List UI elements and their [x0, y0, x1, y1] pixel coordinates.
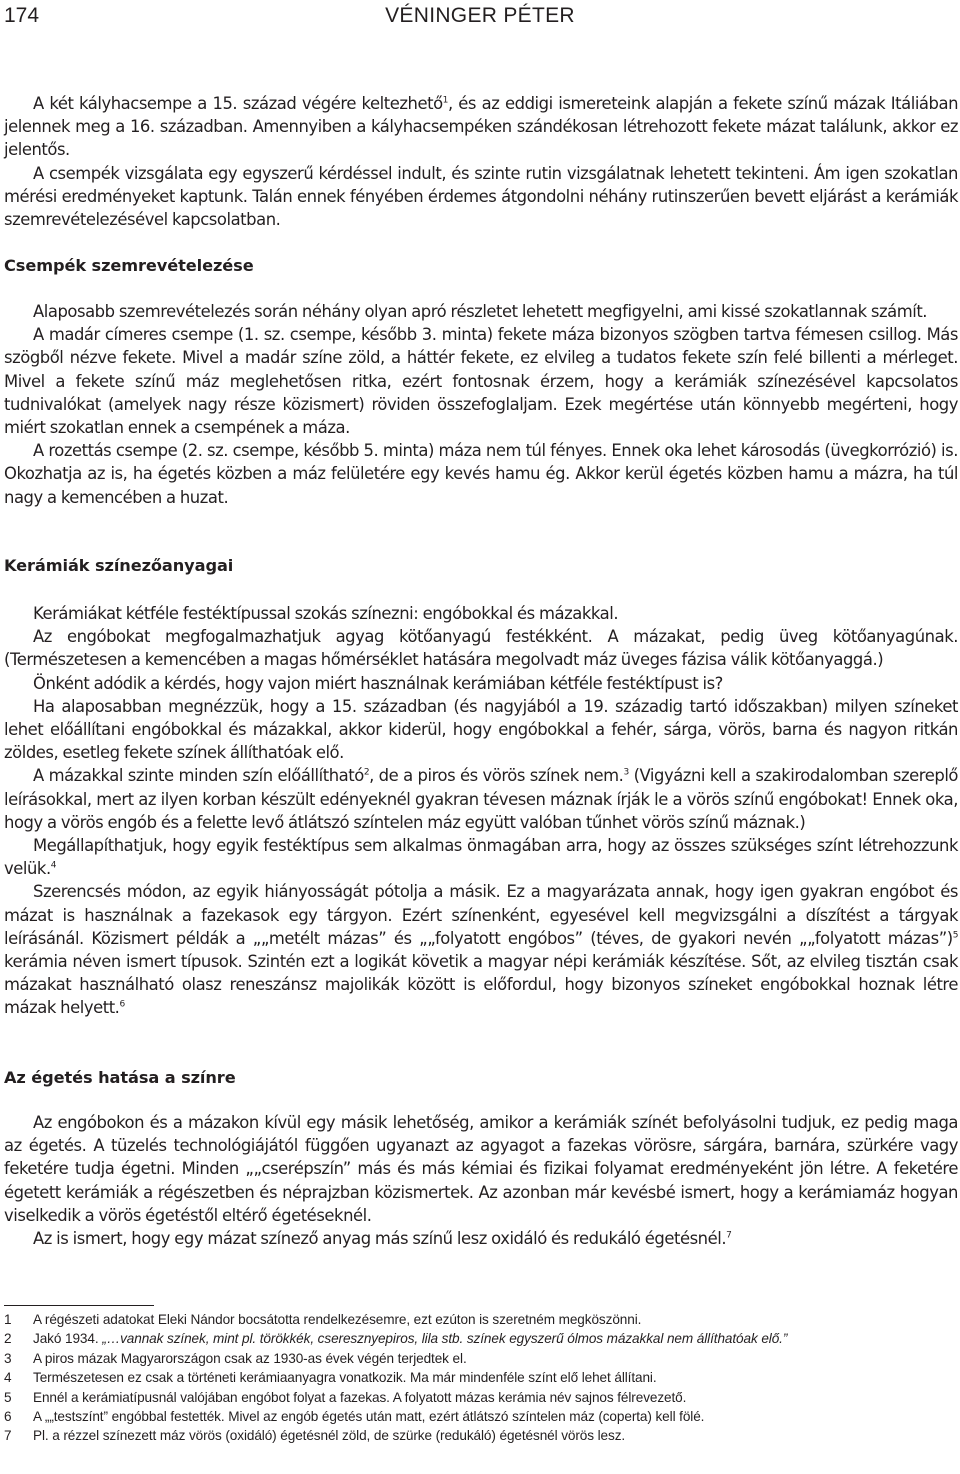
footnote-ref[interactable]: 2 — [363, 767, 370, 778]
footnote-ref[interactable]: 5 — [952, 930, 958, 941]
section-heading: Csempék szemrevételezése — [4, 256, 254, 275]
footnote-number: 5 — [4, 1389, 12, 1405]
footnote-number: 7 — [4, 1428, 12, 1444]
footnotes — [4, 1310, 958, 1446]
section-text — [4, 602, 958, 1020]
running-header-author: VÉNINGER PÉTER — [385, 4, 575, 27]
footnote-ref[interactable]: 6 — [119, 999, 125, 1010]
footnote-number: 2 — [4, 1331, 12, 1347]
footnote: 6 A „„testszínt” engóbbal festették. Mivel az engób égetés után matt, ezért átlátszó színtelen máz (coperta) kell fölé. — [4, 1407, 958, 1426]
footnote-number: 3 — [4, 1350, 12, 1366]
footnote: 7 Pl. a rézzel színezett máz vörös (oxidáló) égetésnél zöld, de szürke (redukáló) égetésnél vörös lesz. — [4, 1426, 958, 1445]
paragraph: Az engóbokat megfogalmazhatjuk agyag kötőanyagú festékként. A mázakat, pedig üveg kötőanyagúnak. (Természetesen a kemencében a magas hőmérséklet hatására megolvadt máz üveges fázisa válik kötőanyaggá.) — [4, 627, 958, 670]
footnote: 4 Természetesen ez csak a történeti kerámiaanyagra vonatkozik. Ma már mindenféle színt elő lehet állítani. — [4, 1368, 958, 1387]
footnote-ref[interactable]: 3 — [623, 767, 629, 778]
paragraph: Kerámiákat kétféle festéktípussal szokás színezni: engóbokkal és mázakkal. — [33, 604, 619, 623]
intro-text — [4, 92, 958, 231]
paragraph: Önként adódik a kérdés, hogy vajon miért használnak kerámiában kétféle festéktípust is? — [33, 673, 723, 693]
paragraph: Ha alaposabban megnézzük, hogy a 15. században (és nagyjából a 19. századig tartó időszakban) milyen színeket lehet előállítani engóbokkal és mázakkal, akkor kiderül, hogy engóbokkal a fehér, sárga, vörös, barna és nagyon ritkán zöldes, esetleg fekete színek állíthatóak elő. — [4, 696, 958, 763]
paragraph: A rozettás csempe (2. sz. csempe, később 5. minta) máza nem túl fényes. Ennek oka lehet károsodás (üvegkorrózió) is. Okozhatja az is, ha égetés közben a máz felületére egy kevés hamu ég. Akkor kerül égetés közben hamu a mázra, ha túl nagy a kemencében a huzat. — [4, 441, 958, 507]
footnote-ref[interactable]: 4 — [50, 860, 57, 871]
footnote-number: 1 — [4, 1312, 12, 1327]
section-heading: Kerámiák színezőanyagai — [4, 556, 234, 575]
footnote-ref[interactable]: 1 — [442, 95, 448, 106]
section-text — [4, 1111, 958, 1250]
paragraph: Megállapíthatjuk, hogy egyik festéktípus sem alkalmas önmagában arra, hogy az összes szükséges színt létrehozzunk velük.$^4$ — [4, 836, 958, 879]
paragraph: Az is ismert, hogy egy mázat színező anyag más színű lesz oxidáló és redukáló égetésnél.$^7$ — [33, 1229, 732, 1249]
section-text — [4, 300, 958, 509]
paragraph: A madár címeres csempe (1. sz. csempe, később 3. minta) fekete máza bizonyos szögben tartva fémesen csillog. Más szögből nézve fekete. Mivel a madár színe zöld, a háttér fekete, ez elvileg a tudatos fekete szín felé billenti a mérleget. Mivel a fekete színű máz meglehetősen ritka, ezért fontosnak érzem, hogy a kerámiák színezésével kapcsolatos tudnivalókat (amelyek nagy része közismert) röviden összefoglaljam. Ezek megértése után könnyebb megérteni, hogy miért szokatlan ennek a csempének a máza. — [4, 325, 958, 438]
footnote-ref[interactable]: 7 — [726, 1230, 732, 1241]
footnote-number: 4 — [4, 1370, 12, 1386]
paragraph: A két kályhacsempe a 15. század végére keltezhető$^1$, és az eddigi ismereteink alapján a fekete színű mázak Itáliában jelennek meg a 16. században. Amennyiben a kályhacsempéken szándékosan létrehozott fekete mázat találunk, akkor ez jelentős. — [4, 94, 959, 160]
paragraph: Az engóbokon és a mázakon kívül egy másik lehetőség, amikor a kerámiák színét befolyásolni tudjuk, ez pedig maga az égetés. A tüzelés technológiájától függően ugyanazt az agyagot a fazekas vörösre, sárgára, barnára, szürkére vagy feketére tudja égetni. Minden „„cserépszín” más és más kémiai és fizikai folyamat eredményeként jön létre. A feketére égetett kerámiák a régészetben és néprajzban közismertek. Az azonban már kevésbé ismert, hogy a kerámiamáz hogyan viselkedik a vörös égetéstől eltérő égetéseknél. — [4, 1113, 958, 1225]
footnote: 2 Jakó 1934. „…vannak színek, mint pl. törökkék, cseresznyepiros, lila stb. színek egyszerű ólmos mázakkal nem állíthatóak elő.” — [4, 1329, 958, 1348]
paragraph: A csempék vizsgálata egy egyszerű kérdéssel indult, és szinte rutin vizsgálatnak lehetett tekinteni. Ám igen szokatlan mérési eredményeket kaptunk. Talán ennek fényében érdemes átgondolni néhány rutinszerűen bevett eljárást a kerámiák szemrevételezésével kapcsolatban. — [4, 163, 958, 230]
paragraph: A mázakkal szinte minden szín előállítható$^2$, de a piros és vörös színek nem.$^3$ (Vigyázni kell a szakirodalomban szereplő leírásokkal, mert az ilyen korban készült edényeknél gyakran tévesen máznak írják le a vörös színű engóbokat! Ennek oka, hogy a vörös engób és a felette levő átlátszó színtelen máz együtt valóban tűnhet vörös színű máznak.) — [4, 766, 959, 832]
section-heading: Az égetés hatása a színre — [4, 1068, 236, 1087]
page-number: 174 — [4, 4, 40, 27]
paragraph: Szerencsés módon, az egyik hiányosságát pótolja a másik. Ez a magyarázata annak, hogy igen gyakran engóbot és mázat is használnak a fazekasok egy tárgyon. Ezért színenként, egyesével kell megvizsgálni a díszítést a tárgyak leírásánál. Közismert példák a „„metélt mázas” és „„folyatott engóbos” (téves, de gyakori nevén „„folyatott mázas”)$^5$ kerámia néven ismert típusok. Szintén ezt a logikát követik a magyar népi kerámiák készítése. Sőt, az elvileg tisztán csak mázakat használható olasz reneszánsz majolikák között is előfordul, hogy bizonyos színeket engóbokkal hoznak létre mázak helyett.$^6$ — [4, 882, 958, 1018]
footnote-number: 6 — [4, 1409, 12, 1425]
footnote: 3 A piros mázak Magyarországon csak az 1930-as évek végén terjedtek el. — [4, 1349, 958, 1368]
footnote-divider — [4, 1305, 154, 1306]
footnote: 1 A régészeti adatokat Eleki Nándor bocsátotta rendelkezésemre, ezt ezúton is szeretném megköszönni. — [4, 1310, 958, 1329]
paragraph: Alaposabb szemrevételezés során néhány olyan apró részletet lehetett megfigyelni, ami kissé szokatlannak számít. — [33, 302, 928, 321]
footnote: 5 Ennél a kerámiatípusnál valójában engóbot folyat a fazekas. A folyatott mázas kerámia név sajnos félrevezető. — [4, 1388, 958, 1407]
